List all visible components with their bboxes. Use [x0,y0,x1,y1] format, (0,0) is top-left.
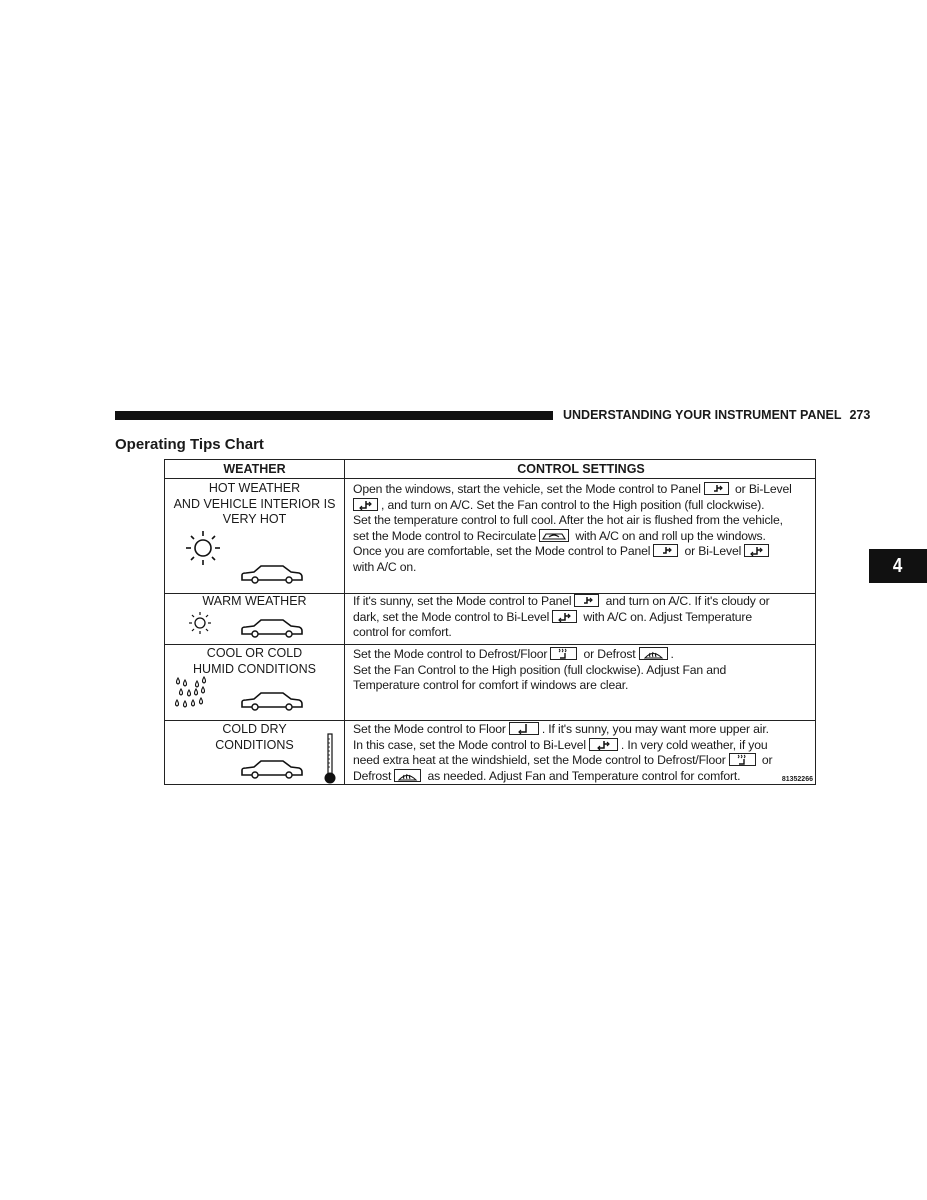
header-rule [115,411,553,420]
control-line: Open the windows, start the vehicle, set the Mode control to Panel or Bi-Level [353,482,792,496]
bi-level-mode-icon [744,544,769,557]
control-line: Temperature control for comfort if windows are clear. [353,678,629,692]
page-number: 273 [849,408,871,422]
defrost-floor-mode-icon [729,753,756,766]
operating-tips-table [164,459,816,785]
control-settings-header: CONTROL SETTINGS [517,462,645,476]
panel-mode-icon [704,482,729,495]
row-divider [165,720,815,721]
sun-icon [181,528,225,568]
car-icon [239,561,305,585]
weather-cell-cold-dry: COLD DRY CONDITIONS [215,722,294,752]
control-line: dark, set the Mode control to Bi-Level with A/C on. Adjust Temperature [353,609,752,624]
bi-level-mode-icon [552,610,577,623]
control-line: If it's sunny, set the Mode control to Panel and turn on A/C. If it's cloudy or [353,594,770,608]
control-line: Once you are comfortable, set the Mode control to Panel or Bi-Level [353,544,815,560]
control-line: set the Mode control to Recirculate with A/C on and roll up the windows. [353,528,766,543]
control-line: Set the temperature control to full cool. After the hot air is flushed from the vehicle, [353,513,783,527]
bi-level-mode-icon [353,498,378,511]
car-icon [239,615,305,639]
weather-cell-warm: WARM WEATHER [202,594,307,608]
car-icon [239,756,305,780]
floor-mode-icon [509,722,539,735]
section-title: Operating Tips Chart [115,436,264,453]
figure-code: 81352266 [781,776,813,783]
control-line: with A/C on. [353,559,417,574]
running-header [563,408,870,422]
control-line: , and turn on A/C. Set the Fan control to the High position (full clockwise). [353,498,815,514]
control-cell-cold-dry [353,722,815,784]
bi-level-mode-icon [589,738,618,751]
control-cell-hot [353,482,815,575]
control-line: Defrost as needed. Adjust Fan and Temperature control for comfort. [353,768,741,783]
sun-small-icon [186,610,214,636]
car-icon [239,688,305,712]
thermometer-icon [323,733,337,785]
defrost-mode-icon [394,769,421,782]
defrost-mode-icon [639,647,668,660]
chapter-tab: 4 [869,549,927,583]
control-line: need extra heat at the windshield, set the Mode control to Defrost/Floor or [353,753,773,767]
column-divider [344,460,345,784]
header-title: UNDERSTANDING YOUR INSTRUMENT PANEL [563,408,842,422]
weather-header: WEATHER [223,462,286,476]
control-cell-warm [353,594,815,641]
row-divider [165,644,815,645]
control-line: In this case, set the Mode control to Bi-Level . In very cold weather, if you [353,737,768,752]
control-line: control for comfort. [353,625,452,639]
control-line: Set the Mode control to Floor . If it's sunny, you may want more upper air. [353,722,769,736]
row-divider [165,478,815,479]
recirculate-mode-icon [539,529,569,542]
weather-cell-humid: COOL OR COLD HUMID CONDITIONS [193,646,316,676]
panel-mode-icon [574,594,599,607]
control-cell-humid [353,647,815,694]
raindrops-icon [173,675,213,715]
control-line: Set the Mode control to Defrost/Floor or Defrost . [353,647,674,661]
defrost-floor-mode-icon [550,647,577,660]
weather-cell-hot: HOT WEATHER AND VEHICLE INTERIOR IS VERY HOT [173,481,336,526]
control-line: Set the Fan Control to the High position (full clockwise). Adjust Fan and [353,662,727,677]
panel-mode-icon [653,544,678,557]
